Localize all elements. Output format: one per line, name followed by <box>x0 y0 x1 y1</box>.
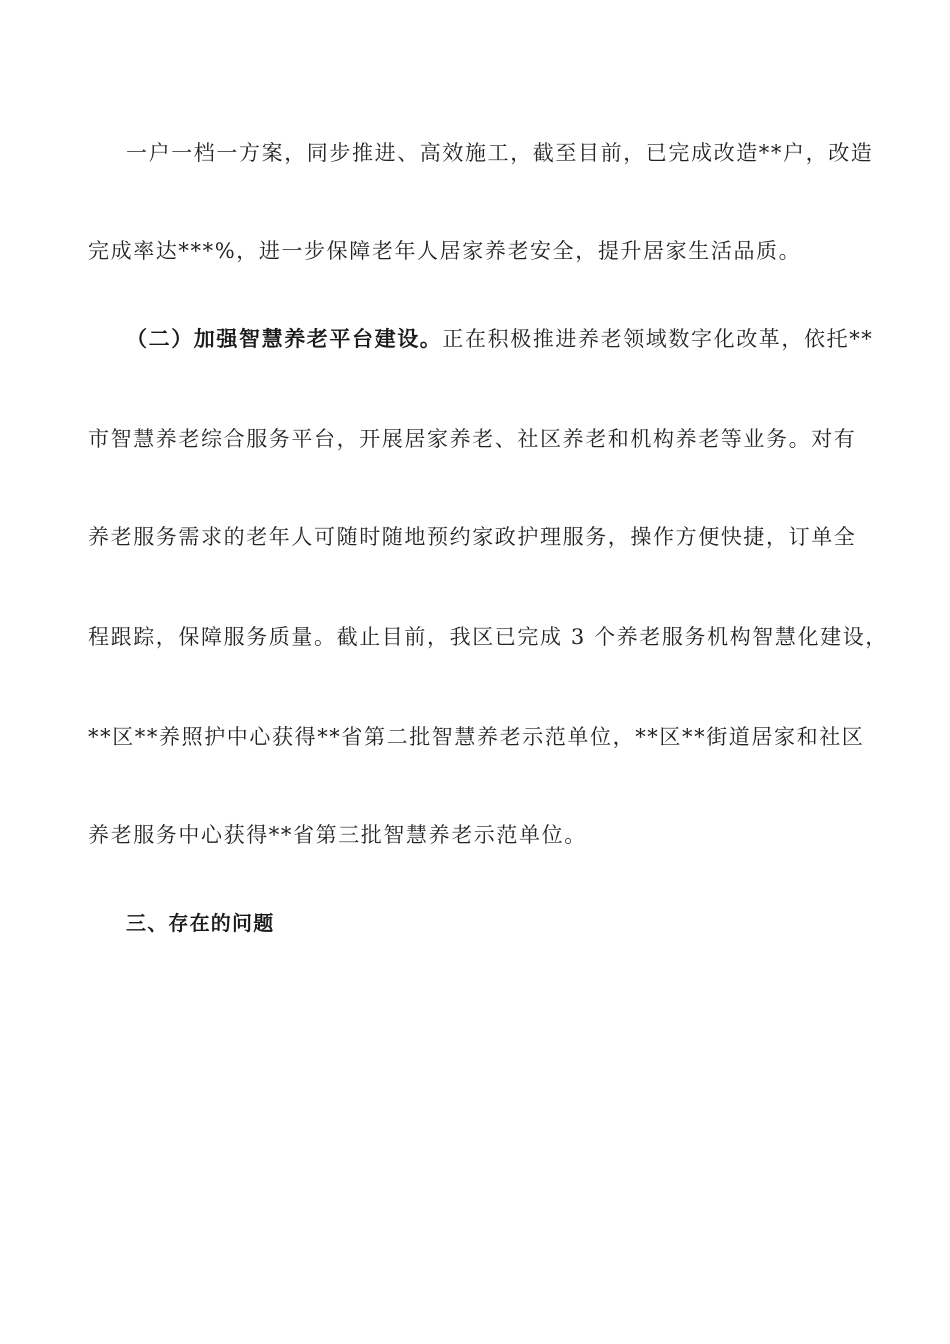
section-heading: 三、存在的问题 <box>126 911 275 935</box>
paragraph-2-line-2: 市智慧养老综合服务平台，开展居家养老、社区养老和机构养老等业务。对有 <box>88 427 857 451</box>
paragraph-2-line-5: **区**养照护中心获得**省第二批智慧养老示范单位，**区**街道居家和社区 <box>88 725 865 749</box>
paragraph-2-title: （二）加强智慧养老平台建设。 <box>126 326 443 351</box>
paragraph-2-first-line-rest: 正在积极推进养老领域数字化改革，依托** <box>442 327 874 351</box>
paragraph-1-line-1: 一户一档一方案，同步推进、高效施工，截至目前，已完成改造**户，改造 <box>126 141 874 165</box>
paragraph-2-line-1 <box>126 324 878 354</box>
paragraph-2-line-4: 程跟踪，保障服务质量。截止目前，我区已完成 3 个养老服务机构智慧化建设， <box>88 625 888 649</box>
paragraph-1-line-2: 完成率达***%，进一步保障老年人居家养老安全，提升居家生活品质。 <box>88 239 802 263</box>
paragraph-2-line-3: 养老服务需求的老年人可随时随地预约家政护理服务，操作方便快捷，订单全 <box>88 525 857 549</box>
paragraph-2-line-6: 养老服务中心获得**省第三批智慧养老示范单位。 <box>88 823 587 847</box>
